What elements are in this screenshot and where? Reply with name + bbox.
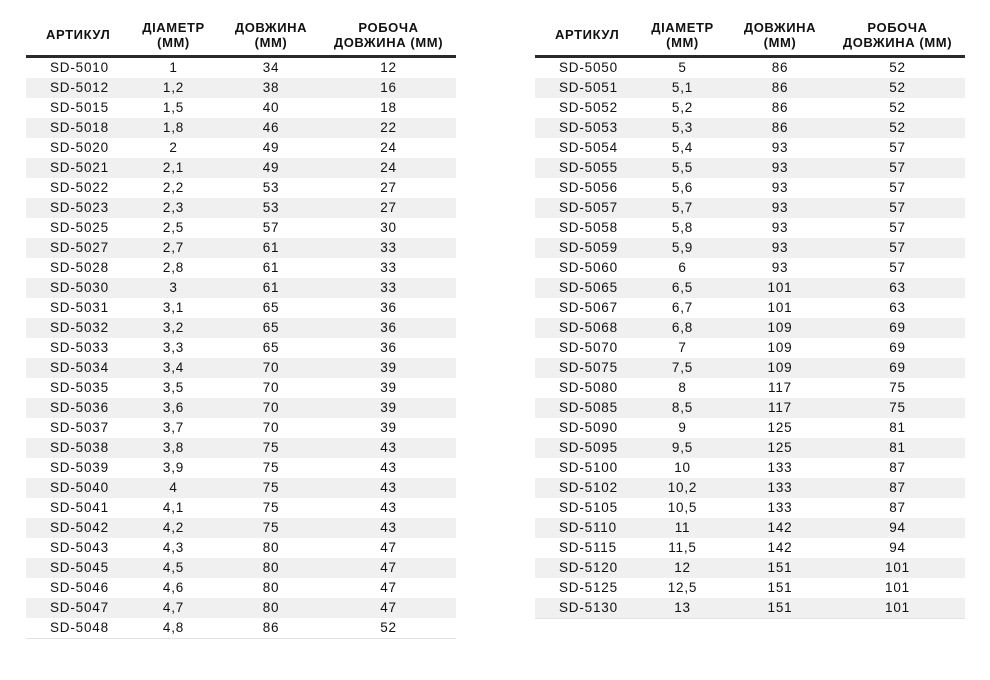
table-row — [26, 378, 456, 398]
cell-diameter: 2,2 — [162, 180, 185, 195]
cell-diameter: 1,5 — [162, 100, 185, 115]
table-row — [535, 178, 965, 198]
table-row — [535, 238, 965, 258]
cell-length: 93 — [730, 238, 830, 258]
cell-article: SD-5039 — [50, 460, 109, 475]
cell-article: SD-5051 — [535, 78, 635, 98]
cell-length: 93 — [771, 220, 789, 235]
cell-length: 46 — [221, 118, 321, 138]
cell-working-length: 18 — [380, 100, 397, 115]
table-row — [535, 318, 965, 338]
table-row — [535, 378, 965, 398]
table-row — [26, 57, 456, 79]
cell-working-length: 57 — [889, 180, 906, 195]
cell-length: 53 — [262, 180, 280, 195]
cell-article: SD-5130 — [535, 598, 635, 619]
cell-working-length: 27 — [380, 180, 397, 195]
cell-article: SD-5095 — [535, 438, 635, 458]
cell-diameter: 13 — [635, 598, 730, 619]
cell-working-length: 33 — [380, 260, 397, 275]
cell-article: SD-5067 — [559, 300, 618, 315]
cell-length: 80 — [262, 540, 280, 555]
cell-article: SD-5052 — [559, 100, 618, 115]
cell-diameter: 5,6 — [671, 180, 694, 195]
cell-length: 86 — [730, 78, 830, 98]
cell-article: SD-5045 — [26, 558, 126, 578]
cell-working-length: 81 — [889, 420, 906, 435]
cell-article: SD-5105 — [559, 500, 618, 515]
table-row — [535, 438, 965, 458]
cell-article: SD-5012 — [26, 78, 126, 98]
cell-length: 53 — [221, 198, 321, 218]
cell-working-length: 69 — [830, 318, 965, 338]
cell-length: 125 — [767, 420, 793, 435]
cell-article: SD-5059 — [535, 238, 635, 258]
table-body — [535, 57, 965, 619]
cell-article: SD-5031 — [50, 300, 109, 315]
cell-article: SD-5034 — [26, 358, 126, 378]
table-row — [535, 478, 965, 498]
cell-length: 38 — [221, 78, 321, 98]
cell-working-length: 33 — [321, 278, 456, 298]
cell-working-length: 87 — [889, 500, 906, 515]
cell-length: 109 — [767, 340, 793, 355]
cell-article: SD-5080 — [559, 380, 618, 395]
cell-working-length: 69 — [830, 358, 965, 378]
cell-length: 151 — [767, 580, 793, 595]
header-working-length: РОБОЧА ДОВЖИНА (ММ) — [830, 18, 965, 57]
cell-diameter: 4,5 — [126, 558, 221, 578]
table-row — [26, 178, 456, 198]
cell-article: SD-5068 — [535, 318, 635, 338]
table-row — [26, 118, 456, 138]
cell-length: 57 — [262, 220, 280, 235]
cell-diameter: 1,8 — [126, 118, 221, 138]
header-row — [535, 18, 965, 57]
cell-diameter: 6,7 — [671, 300, 694, 315]
table-row — [26, 258, 456, 278]
table-row — [26, 538, 456, 558]
cell-article: SD-5085 — [535, 398, 635, 418]
cell-diameter: 4,1 — [162, 500, 185, 515]
table-row — [535, 298, 965, 318]
cell-length: 80 — [221, 598, 321, 618]
spec-table-right — [535, 18, 965, 619]
cell-length: 133 — [767, 460, 793, 475]
cell-working-length: 47 — [380, 540, 397, 555]
cell-article: SD-5043 — [50, 540, 109, 555]
table-row — [535, 278, 965, 298]
cell-working-length: 57 — [830, 198, 965, 218]
cell-article: SD-5115 — [559, 540, 617, 555]
cell-working-length: 63 — [830, 278, 965, 298]
header-length: ДОВЖИНА (ММ) — [221, 18, 321, 57]
cell-length: 86 — [771, 100, 789, 115]
cell-diameter: 5 — [678, 60, 687, 75]
cell-working-length: 52 — [889, 60, 906, 75]
cell-diameter: 6,8 — [635, 318, 730, 338]
table-row — [26, 598, 456, 618]
cell-diameter: 12 — [635, 558, 730, 578]
cell-length: 93 — [771, 260, 789, 275]
cell-length: 142 — [730, 518, 830, 538]
cell-diameter: 1,2 — [126, 78, 221, 98]
table-row — [26, 558, 456, 578]
cell-working-length: 101 — [830, 598, 965, 619]
cell-diameter: 8,5 — [635, 398, 730, 418]
cell-article: SD-5037 — [50, 420, 109, 435]
cell-diameter: 6 — [678, 260, 687, 275]
cell-article: SD-5060 — [559, 260, 618, 275]
cell-length: 93 — [730, 198, 830, 218]
cell-diameter: 9 — [678, 420, 687, 435]
cell-length: 75 — [221, 518, 321, 538]
cell-diameter: 5,7 — [635, 198, 730, 218]
cell-working-length: 52 — [321, 618, 456, 639]
header-diameter: ДІАМЕТР (ММ) — [126, 18, 221, 57]
cell-diameter: 2,1 — [126, 158, 221, 178]
cell-diameter: 5,2 — [671, 100, 694, 115]
table-row — [535, 258, 965, 278]
cell-diameter: 8 — [678, 380, 687, 395]
cell-diameter: 5,3 — [635, 118, 730, 138]
cell-length: 70 — [221, 398, 321, 418]
cell-diameter: 4 — [126, 478, 221, 498]
cell-working-length: 43 — [380, 460, 397, 475]
cell-diameter: 6,5 — [635, 278, 730, 298]
cell-diameter: 7,5 — [635, 358, 730, 378]
cell-working-length: 39 — [321, 358, 456, 378]
cell-length: 151 — [730, 558, 830, 578]
cell-working-length: 36 — [380, 300, 397, 315]
cell-article: SD-5046 — [50, 580, 109, 595]
table-row — [26, 138, 456, 158]
cell-article: SD-5048 — [26, 618, 126, 639]
cell-diameter: 2,5 — [162, 220, 185, 235]
cell-length: 142 — [767, 540, 793, 555]
cell-article: SD-5075 — [535, 358, 635, 378]
cell-length: 70 — [221, 358, 321, 378]
cell-length: 109 — [730, 318, 830, 338]
cell-working-length: 12 — [380, 60, 397, 75]
cell-diameter: 5,5 — [635, 158, 730, 178]
cell-length: 93 — [730, 158, 830, 178]
cell-working-length: 43 — [380, 500, 397, 515]
cell-diameter: 5,4 — [671, 140, 694, 155]
cell-length: 101 — [767, 300, 793, 315]
header-length: ДОВЖИНА (ММ) — [730, 18, 830, 57]
cell-article: SD-5027 — [26, 238, 126, 258]
cell-length: 93 — [771, 140, 789, 155]
cell-article: SD-5053 — [535, 118, 635, 138]
cell-article: SD-5025 — [50, 220, 109, 235]
table-row — [26, 238, 456, 258]
cell-diameter: 4,2 — [126, 518, 221, 538]
cell-working-length: 87 — [889, 460, 906, 475]
cell-diameter: 2,8 — [162, 260, 185, 275]
cell-length: 70 — [262, 420, 280, 435]
table-row — [26, 318, 456, 338]
table-row — [26, 78, 456, 98]
cell-diameter: 3,6 — [126, 398, 221, 418]
cell-article: SD-5015 — [50, 100, 109, 115]
table-row — [535, 398, 965, 418]
table-row — [535, 57, 965, 79]
cell-working-length: 52 — [830, 78, 965, 98]
cell-article: SD-5042 — [26, 518, 126, 538]
cell-length: 61 — [262, 260, 280, 275]
cell-working-length: 36 — [380, 340, 397, 355]
cell-working-length: 57 — [830, 238, 965, 258]
cell-working-length: 43 — [321, 478, 456, 498]
cell-article: SD-5102 — [535, 478, 635, 498]
table-row — [26, 298, 456, 318]
header-article: АРТИКУЛ — [535, 18, 635, 57]
cell-diameter: 10 — [674, 460, 691, 475]
cell-length: 75 — [262, 500, 280, 515]
table-row — [535, 98, 965, 118]
cell-working-length: 33 — [321, 238, 456, 258]
table-row — [26, 418, 456, 438]
cell-length: 133 — [767, 500, 793, 515]
cell-diameter: 3,7 — [162, 420, 185, 435]
cell-diameter: 5,1 — [635, 78, 730, 98]
cell-length: 151 — [730, 598, 830, 619]
table-row — [26, 398, 456, 418]
cell-article: SD-5030 — [26, 278, 126, 298]
cell-article: SD-5032 — [26, 318, 126, 338]
cell-length: 133 — [730, 478, 830, 498]
table-row — [535, 498, 965, 518]
cell-diameter: 4,7 — [126, 598, 221, 618]
cell-diameter: 3,9 — [162, 460, 185, 475]
cell-diameter: 4,3 — [162, 540, 185, 555]
table-row — [535, 538, 965, 558]
cell-working-length: 52 — [830, 118, 965, 138]
cell-diameter: 3,2 — [126, 318, 221, 338]
cell-diameter: 11 — [635, 518, 730, 538]
cell-diameter: 11,5 — [668, 540, 697, 555]
table-row — [26, 358, 456, 378]
cell-working-length: 39 — [380, 420, 397, 435]
cell-length: 75 — [221, 478, 321, 498]
table-row — [26, 218, 456, 238]
table-row — [535, 338, 965, 358]
table-row — [535, 458, 965, 478]
cell-diameter: 3 — [126, 278, 221, 298]
table-row — [26, 578, 456, 598]
cell-diameter: 1 — [169, 60, 178, 75]
cell-article: SD-5070 — [559, 340, 618, 355]
table-row — [535, 518, 965, 538]
cell-article: SD-5050 — [559, 60, 618, 75]
cell-working-length: 43 — [321, 518, 456, 538]
cell-working-length: 24 — [321, 158, 456, 178]
table-row — [26, 438, 456, 458]
cell-working-length: 57 — [889, 220, 906, 235]
table-row — [26, 278, 456, 298]
cell-working-length: 47 — [321, 558, 456, 578]
cell-diameter: 10,5 — [667, 500, 698, 515]
cell-article: SD-5057 — [535, 198, 635, 218]
cell-diameter: 2 — [169, 140, 178, 155]
cell-diameter: 5,9 — [635, 238, 730, 258]
cell-working-length: 47 — [380, 580, 397, 595]
cell-working-length: 39 — [321, 398, 456, 418]
cell-length: 86 — [771, 60, 789, 75]
cell-working-length: 36 — [321, 318, 456, 338]
cell-article: SD-5065 — [535, 278, 635, 298]
cell-article: SD-5058 — [559, 220, 618, 235]
cell-article: SD-5010 — [50, 60, 109, 75]
cell-working-length: 57 — [889, 140, 906, 155]
cell-working-length: 75 — [889, 380, 906, 395]
cell-working-length: 57 — [889, 260, 906, 275]
cell-article: SD-5021 — [26, 158, 126, 178]
spec-table-left — [26, 18, 456, 639]
cell-length: 117 — [730, 398, 830, 418]
cell-article: SD-5036 — [26, 398, 126, 418]
cell-length: 65 — [262, 300, 280, 315]
cell-length: 109 — [730, 358, 830, 378]
cell-diameter: 9,5 — [635, 438, 730, 458]
table-row — [535, 418, 965, 438]
table-row — [535, 158, 965, 178]
cell-working-length: 81 — [830, 438, 965, 458]
cell-diameter: 5,8 — [671, 220, 694, 235]
table-row — [535, 78, 965, 98]
cell-article: SD-5100 — [559, 460, 618, 475]
cell-working-length: 101 — [885, 580, 910, 595]
cell-length: 80 — [262, 580, 280, 595]
cell-working-length: 16 — [321, 78, 456, 98]
cell-length: 117 — [768, 380, 792, 395]
cell-working-length: 57 — [830, 158, 965, 178]
cell-diameter: 3,1 — [162, 300, 185, 315]
cell-length: 34 — [262, 60, 280, 75]
cell-diameter: 3,4 — [126, 358, 221, 378]
cell-working-length: 94 — [830, 518, 965, 538]
table-row — [535, 138, 965, 158]
cell-article: SD-5023 — [26, 198, 126, 218]
cell-working-length: 63 — [889, 300, 906, 315]
cell-article: SD-5056 — [559, 180, 618, 195]
cell-article: SD-5040 — [26, 478, 126, 498]
cell-length: 93 — [771, 180, 789, 195]
cell-length: 65 — [262, 340, 280, 355]
cell-length: 49 — [221, 158, 321, 178]
cell-article: SD-5125 — [559, 580, 618, 595]
cell-article: SD-5018 — [26, 118, 126, 138]
cell-length: 80 — [221, 558, 321, 578]
table-row — [26, 198, 456, 218]
cell-length: 75 — [221, 438, 321, 458]
table-row — [535, 358, 965, 378]
cell-diameter: 2,3 — [126, 198, 221, 218]
cell-working-length: 52 — [889, 100, 906, 115]
cell-length: 49 — [262, 140, 280, 155]
cell-working-length: 69 — [889, 340, 906, 355]
cell-length: 125 — [730, 438, 830, 458]
cell-diameter: 10,2 — [635, 478, 730, 498]
table-row — [26, 158, 456, 178]
cell-length: 61 — [221, 278, 321, 298]
cell-article: SD-5120 — [535, 558, 635, 578]
cell-diameter: 3,5 — [162, 380, 185, 395]
cell-length: 61 — [221, 238, 321, 258]
cell-diameter: 4,6 — [162, 580, 185, 595]
cell-article: SD-5055 — [535, 158, 635, 178]
cell-article: SD-5041 — [50, 500, 109, 515]
cell-working-length: 22 — [321, 118, 456, 138]
table-row — [26, 498, 456, 518]
table-row — [535, 598, 965, 619]
table-row — [535, 118, 965, 138]
cell-working-length: 94 — [889, 540, 906, 555]
cell-working-length: 87 — [830, 478, 965, 498]
cell-diameter: 12,5 — [667, 580, 698, 595]
cell-length: 86 — [221, 618, 321, 639]
cell-length: 86 — [730, 118, 830, 138]
table-body — [26, 57, 456, 639]
header-working-length: РОБОЧА ДОВЖИНА (ММ) — [321, 18, 456, 57]
cell-article: SD-5028 — [50, 260, 109, 275]
cell-working-length: 101 — [830, 558, 965, 578]
cell-article: SD-5054 — [559, 140, 618, 155]
cell-working-length: 24 — [380, 140, 397, 155]
cell-working-length: 30 — [380, 220, 397, 235]
cell-diameter: 4,8 — [126, 618, 221, 639]
cell-article: SD-5090 — [559, 420, 618, 435]
cell-diameter: 3,3 — [162, 340, 185, 355]
cell-working-length: 75 — [830, 398, 965, 418]
cell-article: SD-5035 — [50, 380, 109, 395]
table-row — [535, 218, 965, 238]
header-row — [26, 18, 456, 57]
table-row — [26, 338, 456, 358]
cell-working-length: 39 — [380, 380, 397, 395]
cell-working-length: 43 — [321, 438, 456, 458]
table-row — [535, 198, 965, 218]
table-row — [535, 578, 965, 598]
table-row — [26, 518, 456, 538]
cell-article: SD-5038 — [26, 438, 126, 458]
cell-length: 75 — [262, 460, 280, 475]
cell-length: 101 — [730, 278, 830, 298]
cell-diameter: 7 — [678, 340, 687, 355]
cell-length: 70 — [262, 380, 280, 395]
table-row — [26, 618, 456, 639]
table-row — [535, 558, 965, 578]
cell-diameter: 2,7 — [126, 238, 221, 258]
table-row — [26, 98, 456, 118]
cell-article: SD-5033 — [50, 340, 109, 355]
header-diameter: ДІАМЕТР (ММ) — [635, 18, 730, 57]
table-row — [26, 478, 456, 498]
cell-length: 40 — [262, 100, 280, 115]
cell-article: SD-5110 — [535, 518, 635, 538]
cell-article: SD-5022 — [50, 180, 109, 195]
table-row — [26, 458, 456, 478]
header-article: АРТИКУЛ — [26, 18, 126, 57]
cell-diameter: 3,8 — [126, 438, 221, 458]
cell-working-length: 47 — [321, 598, 456, 618]
cell-article: SD-5047 — [26, 598, 126, 618]
cell-working-length: 27 — [321, 198, 456, 218]
cell-length: 65 — [221, 318, 321, 338]
cell-article: SD-5020 — [50, 140, 109, 155]
